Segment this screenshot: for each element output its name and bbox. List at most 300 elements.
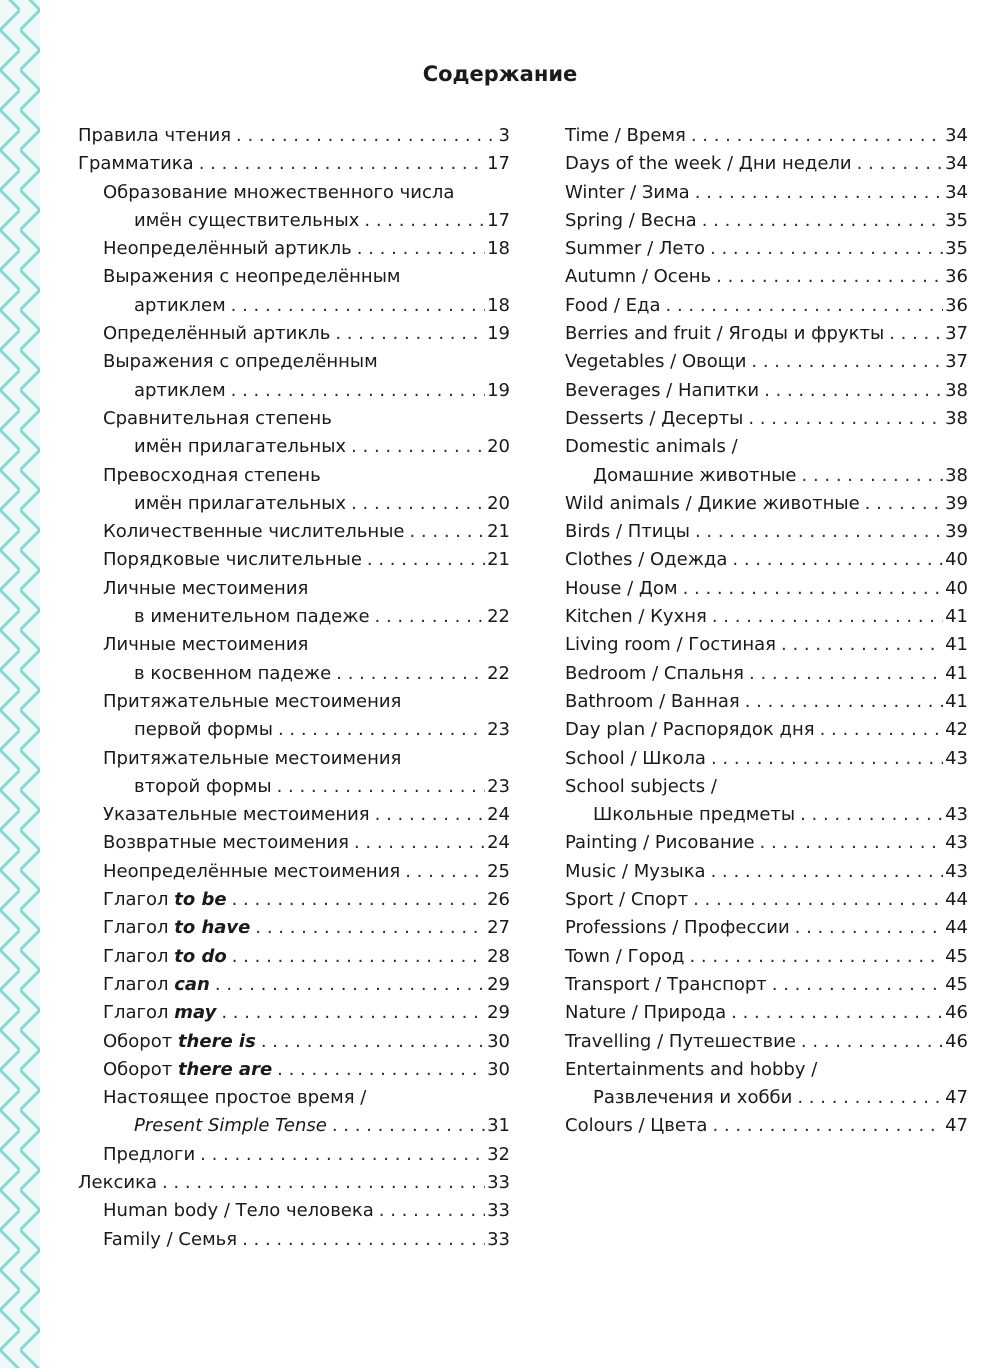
toc-column-left (78, 122, 510, 1254)
toc-entry-text: Определённый артикль (103, 323, 331, 345)
page-number: 35 (945, 238, 968, 260)
toc-entry (562, 546, 968, 574)
dot-leader (335, 320, 485, 348)
toc-entry (562, 405, 968, 433)
toc-entry (78, 235, 510, 263)
toc-entry-text: Transport / Транспорт (565, 973, 767, 995)
toc-entry-label (103, 971, 210, 999)
toc-entry (562, 801, 968, 829)
toc-entry-text: School / Школа (565, 747, 706, 769)
toc-entry-text: Summer / Лето (565, 238, 705, 260)
toc-entry-text: Sport / Спорт (565, 889, 689, 911)
toc-entry-text: Bathroom / Ванная (565, 690, 740, 712)
dot-leader (712, 603, 943, 631)
page-number: 44 (945, 889, 968, 911)
toc-entry (78, 1226, 510, 1254)
dot-leader (367, 546, 485, 574)
page-number: 34 (945, 125, 968, 146)
toc-entry (562, 660, 968, 688)
toc-entry-label (565, 914, 790, 942)
toc-entry-label (103, 1197, 374, 1225)
toc-entry (562, 829, 968, 857)
toc-entry-text: Оборот (103, 1058, 173, 1080)
page-number: 20 (487, 492, 510, 514)
dot-leader (749, 660, 943, 688)
dot-leader (375, 801, 485, 829)
toc-entry (562, 886, 968, 914)
toc-entry (78, 575, 510, 603)
page-number: 43 (945, 860, 968, 882)
toc-entry (562, 1084, 968, 1112)
toc-entry-text: в косвенном падеже (134, 662, 332, 684)
toc-entry-label (103, 348, 510, 376)
toc-entry (562, 320, 968, 348)
dot-leader (683, 575, 944, 603)
toc-entry-label (565, 1112, 707, 1140)
toc-entry (78, 179, 510, 207)
toc-entry (78, 348, 510, 376)
dot-leader (336, 660, 485, 688)
toc-entry-text: Возвратные местоимения (103, 832, 349, 854)
page-number: 30 (487, 1030, 510, 1052)
toc-entry-text: Nature / Природа (565, 1002, 727, 1024)
toc-entry-label (593, 801, 795, 829)
toc-entry (562, 716, 968, 744)
toc-entry (78, 631, 510, 659)
toc-entry-text: Предлоги (103, 1143, 196, 1165)
page-number: 41 (945, 662, 968, 684)
page-number: 24 (487, 832, 510, 854)
toc-entry (78, 773, 510, 801)
dot-leader (277, 1056, 485, 1084)
toc-entry-label (565, 660, 744, 688)
page-number: 27 (487, 917, 510, 939)
page-number: 34 (945, 181, 968, 203)
toc-entry (562, 999, 968, 1027)
toc-entry-label (565, 405, 743, 433)
toc-entry-label (565, 716, 815, 744)
dot-leader (695, 518, 943, 546)
toc-entry-text: Выражения с неопределённым (103, 266, 401, 288)
page-number: 36 (945, 294, 968, 316)
page-number: 37 (945, 351, 968, 373)
dot-leader (242, 1226, 485, 1254)
toc-entry-text: имён прилагательных (134, 492, 347, 514)
toc-entry-label (103, 1056, 272, 1084)
toc-entry-label (134, 377, 226, 405)
toc-entry-text: Образование множественного числа (103, 181, 455, 203)
page-number: 20 (487, 436, 510, 458)
page-number: 37 (945, 323, 968, 345)
toc-entry (78, 1197, 510, 1225)
toc-entry (78, 405, 510, 433)
page-number: 42 (945, 719, 968, 741)
dot-leader (261, 1028, 485, 1056)
page-number: 38 (945, 464, 968, 486)
toc-entry-label (565, 631, 776, 659)
toc-entry-text: Berries and fruit / Ягоды и фрукты (565, 323, 885, 345)
toc-entry-keyword: to have (174, 917, 251, 939)
dot-leader (781, 631, 943, 659)
page-number: 33 (487, 1171, 510, 1193)
page-number: 19 (487, 379, 510, 401)
toc-entry-label (134, 603, 370, 631)
toc-entry-label (565, 320, 884, 348)
page-number: 22 (487, 662, 510, 684)
page-number: 46 (945, 1002, 968, 1024)
toc-entry (78, 518, 510, 546)
toc-entry (562, 1112, 968, 1140)
page-number: 31 (487, 1115, 510, 1137)
toc-entry-label (78, 150, 194, 178)
toc-entry-label (593, 462, 797, 490)
decorative-zigzag-border (0, 0, 40, 1368)
toc-entry (78, 829, 510, 857)
page-number: 41 (945, 634, 968, 656)
dot-leader (711, 858, 944, 886)
page-number: 18 (487, 294, 510, 316)
toc-entry (562, 235, 968, 263)
toc-entry-text: в именительном падеже (134, 606, 370, 628)
toc-entry-label (565, 122, 686, 150)
toc-entry (562, 943, 968, 971)
toc-entry (78, 546, 510, 574)
toc-entry-text: Выражения с определённым (103, 351, 378, 373)
toc-entry-label (103, 1028, 256, 1056)
dot-leader (162, 1169, 485, 1197)
toc-entry (562, 122, 968, 150)
toc-entry-label (103, 688, 510, 716)
toc-entry-label (565, 773, 968, 801)
toc-entry-label (565, 745, 706, 773)
toc-entry-label (565, 490, 860, 518)
toc-entry-text: Притяжательные местоимения (103, 747, 402, 769)
toc-entry (562, 263, 968, 291)
dot-leader (760, 829, 944, 857)
toc-entry-label (103, 320, 330, 348)
toc-entry-text: Clothes / Одежда (565, 549, 728, 571)
toc-entry-label (103, 631, 510, 659)
toc-entry (78, 745, 510, 773)
toc-entry (562, 292, 968, 320)
page-number: 47 (945, 1087, 968, 1109)
toc-entry-label (103, 914, 250, 942)
toc-entry (78, 688, 510, 716)
page-number: 45 (945, 973, 968, 995)
toc-entry-label (593, 1084, 792, 1112)
toc-entry-keyword: there are (177, 1058, 273, 1080)
toc-entry-text: Food / Еда (565, 294, 661, 316)
toc-entry-text: Неопределённые местоимения (103, 860, 401, 882)
dot-leader (802, 462, 944, 490)
toc-column-right (562, 122, 968, 1141)
toc-entry (78, 263, 510, 291)
toc-entry-label (103, 462, 510, 490)
toc-entry-label (103, 999, 216, 1027)
toc-entry-keyword: may (174, 1002, 217, 1024)
dot-leader (712, 1112, 943, 1140)
toc-entry-label (103, 745, 510, 773)
dot-leader (711, 745, 943, 773)
page-number: 43 (945, 804, 968, 826)
toc-entry (562, 773, 968, 801)
toc-entry-label (565, 348, 746, 376)
toc-entry-text: Глагол (103, 945, 169, 967)
toc-entry-text: Domestic animals / (565, 436, 738, 458)
toc-entry-label (565, 688, 740, 716)
toc-entry-text: Грамматика (78, 153, 194, 175)
toc-entry (562, 745, 968, 773)
dot-leader (801, 1028, 943, 1056)
toc-entry-text: House / Дом (565, 577, 678, 599)
toc-entry-text: Day plan / Распорядок дня (565, 719, 815, 741)
page-number: 21 (487, 549, 510, 571)
toc-entry-label (565, 377, 759, 405)
dot-leader (357, 235, 485, 263)
page-number: 39 (945, 521, 968, 543)
dot-leader (702, 207, 943, 235)
page-number: 29 (487, 1002, 510, 1024)
toc-entry-text: Неопределённый артикль (103, 238, 352, 260)
toc-entry (78, 858, 510, 886)
toc-entry-text: Личные местоимения (103, 634, 309, 656)
toc-entry-text: Entertainments and hobby / (565, 1058, 818, 1080)
toc-entry (562, 603, 968, 631)
toc-entry-label (565, 150, 852, 178)
toc-entry-text: Family / Семья (103, 1228, 238, 1250)
toc-entry-label (565, 292, 661, 320)
page-number: 33 (487, 1228, 510, 1250)
toc-entry-text: Travelling / Путешествие (565, 1030, 796, 1052)
toc-entry-text: Настоящее простое время / (103, 1087, 367, 1109)
page-number: 18 (487, 238, 510, 260)
page-number: 21 (487, 521, 510, 543)
toc-entry-label (134, 207, 359, 235)
dot-leader (689, 943, 943, 971)
toc-entry (562, 150, 968, 178)
toc-entry (562, 631, 968, 659)
page-number: 46 (945, 1030, 968, 1052)
dot-leader (221, 999, 485, 1027)
toc-entry (78, 1141, 510, 1169)
toc-entry-text: Школьные предметы (593, 804, 796, 826)
page-title: Содержание (422, 62, 578, 86)
toc-entry-keyword: there is (177, 1030, 256, 1052)
toc-entry-label (565, 518, 690, 546)
toc-entry (78, 886, 510, 914)
toc-entry-text: Правила чтения (78, 125, 232, 146)
dot-leader (278, 716, 485, 744)
toc-entry (562, 433, 968, 461)
page-number: 36 (945, 266, 968, 288)
toc-entry-label (565, 1028, 796, 1056)
toc-entry-label (134, 716, 273, 744)
toc-entry (78, 1112, 510, 1140)
page-number: 43 (945, 832, 968, 854)
page-number: 39 (945, 492, 968, 514)
page-number: 43 (945, 747, 968, 769)
toc-entry (78, 462, 510, 490)
toc-entry (562, 348, 968, 376)
toc-entry (78, 150, 510, 178)
toc-entry (562, 1028, 968, 1056)
toc-entry-text: Домашние животные (593, 464, 797, 486)
toc-entry (78, 122, 510, 150)
toc-entry (78, 1028, 510, 1056)
toc-entry (78, 207, 510, 235)
toc-entry-text: имён прилагательных (134, 436, 347, 458)
toc-entry (562, 575, 968, 603)
page-number: 23 (487, 775, 510, 797)
dot-leader (232, 943, 485, 971)
toc-entry-text: Human body / Тело человека (103, 1200, 374, 1222)
toc-entry-label (103, 235, 352, 263)
toc-entry-text: Autumn / Осень (565, 266, 712, 288)
toc-entry-label (103, 518, 404, 546)
toc-entry-label (565, 943, 684, 971)
toc-entry-label (103, 1084, 510, 1112)
page-number: 17 (487, 209, 510, 231)
toc-entry-text: Professions / Профессии (565, 917, 790, 939)
page-number: 45 (945, 945, 968, 967)
toc-entry-label (78, 122, 231, 150)
toc-entry-text: артиклем (134, 294, 226, 316)
toc-entry (78, 433, 510, 461)
toc-entry-label (134, 292, 226, 320)
toc-entry-text: Spring / Весна (565, 209, 697, 231)
toc-entry-text: Личные местоимения (103, 577, 309, 599)
toc-entry-text: Притяжательные местоимения (103, 690, 402, 712)
dot-leader (695, 179, 943, 207)
page-number: 22 (487, 606, 510, 628)
toc-entry (562, 971, 968, 999)
page-number: 24 (487, 804, 510, 826)
toc-entry-label (103, 1226, 237, 1254)
toc-entry-label (134, 490, 346, 518)
toc-entry (78, 1169, 510, 1197)
toc-entry-label (103, 858, 400, 886)
dot-leader (751, 348, 943, 376)
page-number: 19 (487, 323, 510, 345)
toc-entry-label (103, 575, 510, 603)
dot-leader (795, 914, 943, 942)
dot-leader (693, 886, 943, 914)
toc-entry-text: Глагол (103, 1002, 169, 1024)
page-number: 3 (498, 125, 510, 146)
toc-entry-text: Painting / Рисование (565, 832, 755, 854)
toc-entry-label (565, 829, 755, 857)
toc-entry (562, 207, 968, 235)
toc-entry-text: Глагол (103, 973, 169, 995)
toc-entry-label (103, 886, 227, 914)
page-number: 40 (945, 577, 968, 599)
toc-entry-label (565, 179, 690, 207)
toc-entry-text: Vegetables / Овощи (565, 351, 747, 373)
toc-entry-text: Сравнительная степень (103, 407, 332, 429)
dot-leader (745, 688, 943, 716)
toc-entry (562, 518, 968, 546)
toc-entry (562, 914, 968, 942)
dot-leader (277, 773, 486, 801)
toc-entry (78, 999, 510, 1027)
page-number: 26 (487, 889, 510, 911)
toc-entry (78, 1084, 510, 1112)
toc-entry-text: Music / Музыка (565, 860, 706, 882)
page-number: 25 (487, 860, 510, 882)
toc-entry-text: Развлечения и хобби (593, 1087, 793, 1109)
toc-entry-label (565, 886, 688, 914)
toc-entry-label (134, 660, 331, 688)
page-number: 41 (945, 606, 968, 628)
toc-entry-keyword: to be (174, 889, 227, 911)
toc-entry-label (565, 971, 767, 999)
page-number: 29 (487, 973, 510, 995)
toc-entry-text: Количественные числительные (103, 521, 405, 543)
toc-entry-text: артиклем (134, 379, 226, 401)
toc-entry-text: Days of the week / Дни недели (565, 153, 852, 175)
dot-leader (215, 971, 485, 999)
toc-entry-text: Living room / Гостиная (565, 634, 777, 656)
toc-entry-label (565, 575, 678, 603)
toc-entry-label (103, 829, 349, 857)
toc-entry-text: Bedroom / Спальня (565, 662, 744, 684)
toc-entry-label (103, 546, 362, 574)
toc-entry-text: Wild animals / Дикие животные (565, 492, 860, 514)
toc-entry-label (565, 546, 727, 574)
toc-entry-label (103, 405, 510, 433)
toc-entry-text: Глагол (103, 917, 169, 939)
toc-entry-label (565, 858, 706, 886)
toc-entry (78, 603, 510, 631)
toc-entry-label (565, 1056, 968, 1084)
dot-leader (716, 263, 943, 291)
toc-entry (78, 1056, 510, 1084)
dot-leader (379, 1197, 485, 1225)
toc-entry-label (565, 603, 707, 631)
toc-entry-label (565, 263, 711, 291)
toc-entry-label (565, 207, 697, 235)
toc-entry-text: Time / Время (565, 125, 686, 146)
toc-entry-text: School subjects / (565, 775, 717, 797)
page-number: 17 (487, 153, 510, 175)
dot-leader (764, 377, 943, 405)
page-number: 23 (487, 719, 510, 741)
dot-leader (865, 490, 943, 518)
toc-entry-label (565, 433, 968, 461)
toc-entry-label (103, 943, 227, 971)
toc-entry-text: Превосходная степень (103, 464, 321, 486)
toc-entry-label (565, 999, 726, 1027)
dot-leader (691, 122, 943, 150)
toc-entry (562, 858, 968, 886)
toc-entry (78, 292, 510, 320)
toc-entry (78, 914, 510, 942)
toc-entry-text: имён существительных (134, 209, 360, 231)
dot-leader (231, 292, 485, 320)
dot-leader (800, 801, 943, 829)
toc-entry-text: Beverages / Напитки (565, 379, 760, 401)
dot-leader (332, 1112, 485, 1140)
toc-entry-keyword: to do (174, 945, 227, 967)
toc-entry (562, 377, 968, 405)
page-number: 30 (487, 1058, 510, 1080)
dot-leader (731, 999, 943, 1027)
toc-entry-text: Оборот (103, 1030, 173, 1052)
toc-entry-text: первой формы (134, 719, 273, 741)
toc-entry (562, 688, 968, 716)
toc-entry (562, 179, 968, 207)
page-number: 33 (487, 1200, 510, 1222)
